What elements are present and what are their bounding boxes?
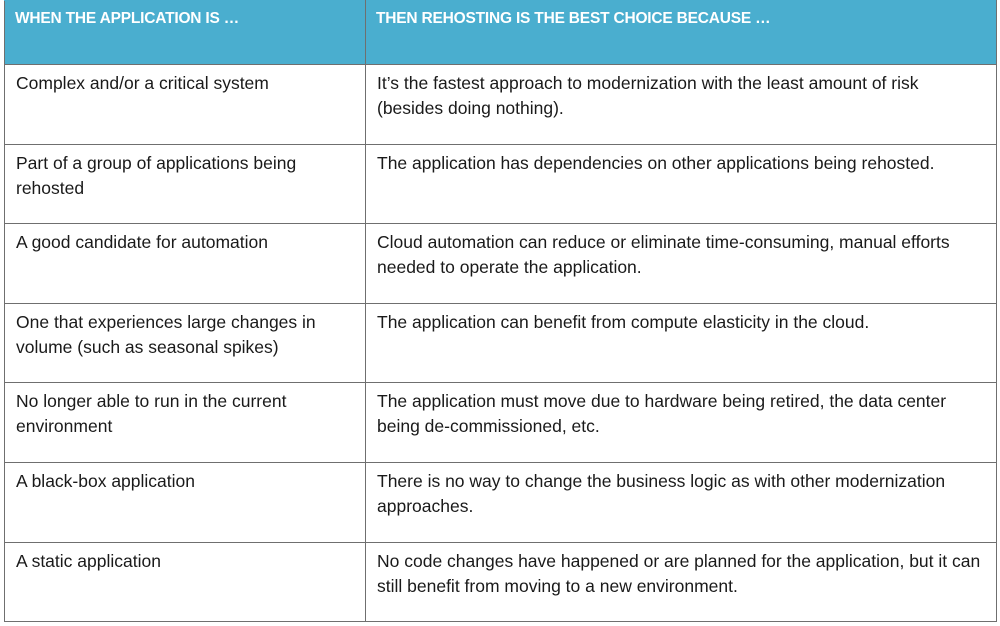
table-row bbox=[5, 144, 997, 224]
reason-cell: Cloud automation can reduce or eliminate time-consuming, manual efforts needed to operate the application. bbox=[366, 224, 997, 304]
table-header-row bbox=[5, 1, 997, 65]
rehosting-table-container bbox=[4, 0, 996, 622]
header-application-condition: WHEN THE APPLICATION IS … bbox=[5, 1, 366, 65]
condition-cell: Part of a group of applications being rehosted bbox=[5, 144, 366, 224]
condition-cell: A black-box application bbox=[5, 462, 366, 542]
reason-cell: There is no way to change the business logic as with other modernization approaches. bbox=[366, 462, 997, 542]
reason-cell: The application has dependencies on other applications being rehosted. bbox=[366, 144, 997, 224]
table-row bbox=[5, 224, 997, 304]
condition-cell: Complex and/or a critical system bbox=[5, 65, 366, 145]
reason-cell: The application must move due to hardware being retired, the data center being de-commissioned, etc. bbox=[366, 383, 997, 463]
reason-cell: The application can benefit from compute elasticity in the cloud. bbox=[366, 303, 997, 383]
table-row bbox=[5, 462, 997, 542]
rehosting-decision-table bbox=[4, 0, 997, 622]
table-row bbox=[5, 383, 997, 463]
reason-cell: No code changes have happened or are planned for the application, but it can still benefit from moving to a new environment. bbox=[366, 542, 997, 622]
condition-cell: A static application bbox=[5, 542, 366, 622]
condition-cell: No longer able to run in the current environment bbox=[5, 383, 366, 463]
header-rehosting-reason: THEN REHOSTING IS THE BEST CHOICE BECAUSE … bbox=[366, 1, 997, 65]
table-row bbox=[5, 542, 997, 622]
condition-cell: One that experiences large changes in volume (such as seasonal spikes) bbox=[5, 303, 366, 383]
condition-cell: A good candidate for automation bbox=[5, 224, 366, 304]
table-row bbox=[5, 65, 997, 145]
reason-cell: It’s the fastest approach to modernization with the least amount of risk (besides doing nothing). bbox=[366, 65, 997, 145]
table-row bbox=[5, 303, 997, 383]
